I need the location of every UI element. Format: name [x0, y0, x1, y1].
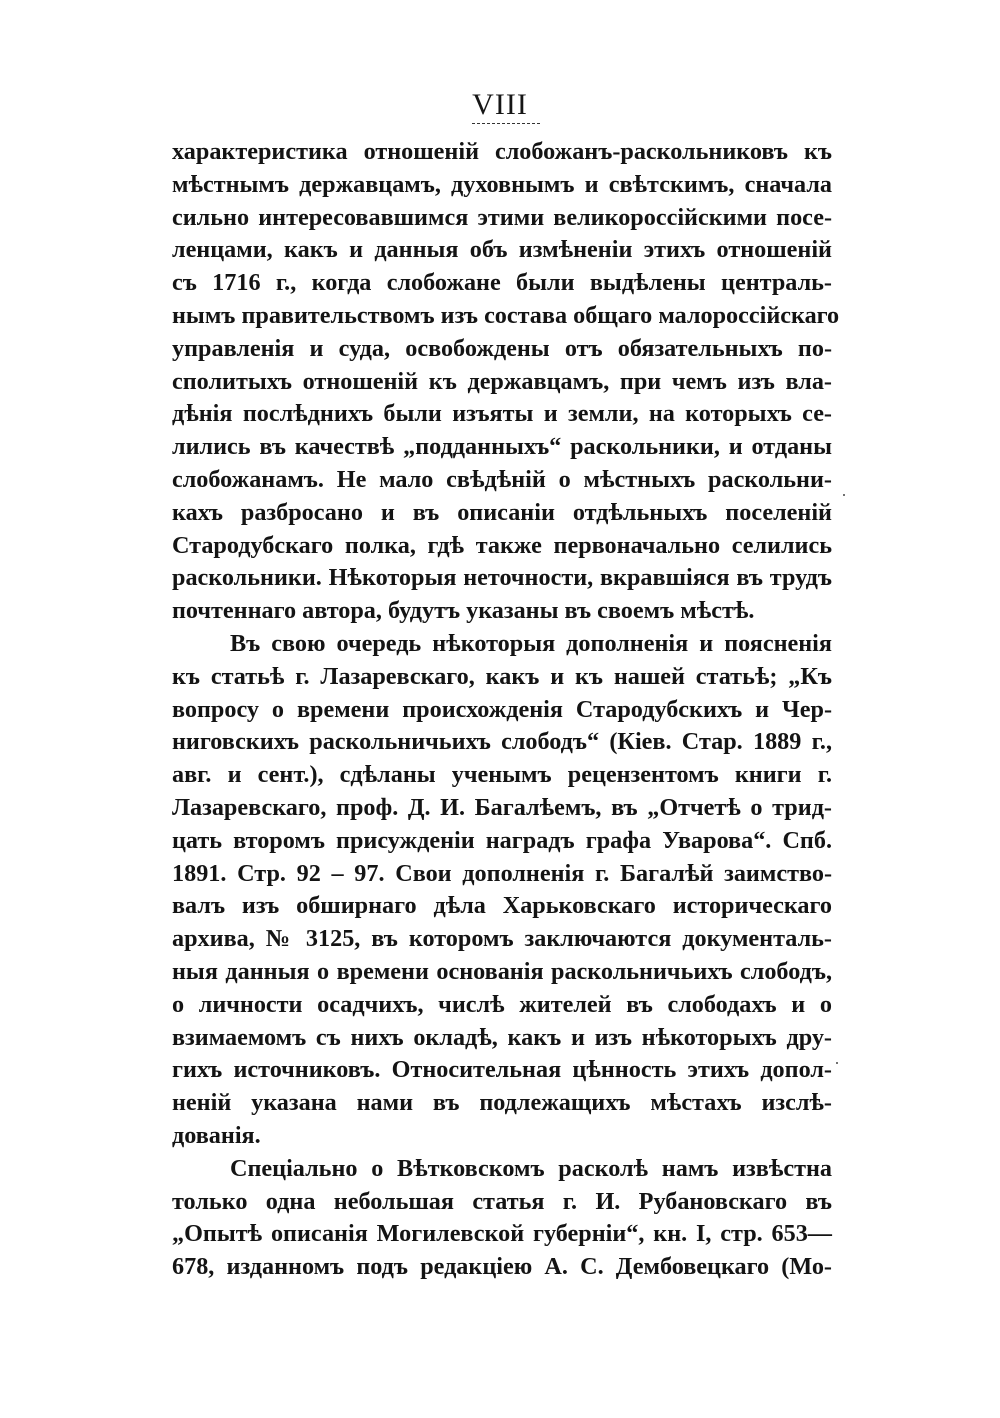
text-line: раскольники. Нѣкоторыя неточности, вкравшіяся въ трудъ	[172, 564, 832, 592]
text-line: 678, изданномъ подъ редакціею А. С. Дембовецкаго (Мо-	[172, 1253, 832, 1281]
text-line: лились въ качествѣ „подданныхъ“ раскольники, и отданы	[172, 433, 832, 461]
text-line: ленцами, какъ и данныя объ измѣненіи этихъ отношеній	[172, 236, 832, 264]
text-line: валъ изъ обширнаго дѣла Харьковскаго историческаго	[172, 892, 832, 920]
text-line: характеристика отношеній слобожанъ-раскольниковъ къ	[172, 138, 832, 165]
paragraph-3	[172, 1153, 832, 1284]
text-line: ныя данныя о времени основанія раскольничьихъ слободъ,	[172, 957, 832, 985]
page-number-rule	[472, 123, 540, 124]
text-line: сильно интересовавшимся этими великороссійскими посе-	[172, 203, 832, 231]
text-line: слобожанамъ. Не мало свѣдѣній о мѣстныхъ раскольни-	[172, 465, 832, 493]
text-line: гихъ источниковъ. Относительная цѣнность этихъ допол-	[172, 1056, 832, 1084]
text-line: нымъ правительствомъ изъ состава общаго малороссійскаго	[172, 301, 840, 329]
text-line: дѣнія послѣднихъ были изъяты и земли, на которыхъ се-	[172, 400, 832, 428]
text-line: дованія.	[172, 1121, 261, 1149]
text-line: вопросу о времени происхожденія Стародубскихъ и Чер-	[172, 695, 832, 723]
text-line: почтеннаго автора, будутъ указаны въ своемъ мѣстѣ.	[172, 597, 755, 625]
text-line: къ статьѣ г. Лазаревскаго, какъ и къ нашей статьѣ; „Къ	[172, 662, 832, 690]
scan-speck	[836, 1062, 838, 1064]
text-line: Въ свою очередь нѣкоторыя дополненія и поясненія	[230, 629, 832, 657]
text-line: управленія и суда, освобождены отъ обязательныхъ по-	[172, 334, 832, 362]
text-line: ниговскихъ раскольничьихъ слободъ“ (Кіев. Стар. 1889 г.,	[172, 728, 832, 756]
text-line: кахъ разбросано и въ описаніи отдѣльныхъ поселеній	[172, 498, 832, 526]
paragraph-1	[172, 136, 840, 628]
text-line: сполитыхъ отношеній къ державцамъ, при чемъ изъ вла-	[172, 367, 832, 395]
text-line: мѣстнымъ державцамъ, духовнымъ и свѣтскимъ, сначала	[172, 170, 832, 198]
text-line: Спеціально о Вѣтковскомъ расколѣ намъ извѣстна	[230, 1154, 832, 1182]
text-line: неній указана нами въ подлежащихъ мѣстахъ изслѣ-	[172, 1089, 832, 1117]
text-line: архива, № 3125, въ которомъ заключаются документаль-	[172, 925, 832, 953]
scan-speck	[843, 494, 845, 496]
text-line: о личности осадчихъ, числѣ жителей въ слободахъ и о	[172, 990, 832, 1018]
text-line: Стародубскаго полка, гдѣ также первоначально селились	[172, 531, 832, 559]
text-line: только одна небольшая статья г. И. Рубановскаго въ	[172, 1187, 832, 1215]
text-line: съ 1716 г., когда слобожане были выдѣлены централь-	[172, 269, 832, 297]
text-line: 1891. Стр. 92 – 97. Свои дополненія г. Багалѣй заимство-	[172, 859, 832, 887]
page-number: VIII	[472, 88, 528, 121]
text-line: авг. и сент.), сдѣланы ученымъ рецензентомъ книги г.	[172, 761, 832, 789]
text-line: Лазаревскаго, проф. Д. И. Багалѣемъ, въ „Отчетѣ о трид-	[172, 793, 832, 821]
paragraph-2	[172, 628, 832, 1153]
text-line: „Опытѣ описанія Могилевской губерніи“, кн. I, стр. 653—	[172, 1220, 832, 1248]
body-text	[172, 136, 840, 1284]
text-line: цать второмъ присужденіи наградъ графа Уварова“. Спб.	[172, 826, 832, 854]
text-line: взимаемомъ съ нихъ окладѣ, какъ и изъ нѣкоторыхъ дру-	[172, 1023, 832, 1051]
